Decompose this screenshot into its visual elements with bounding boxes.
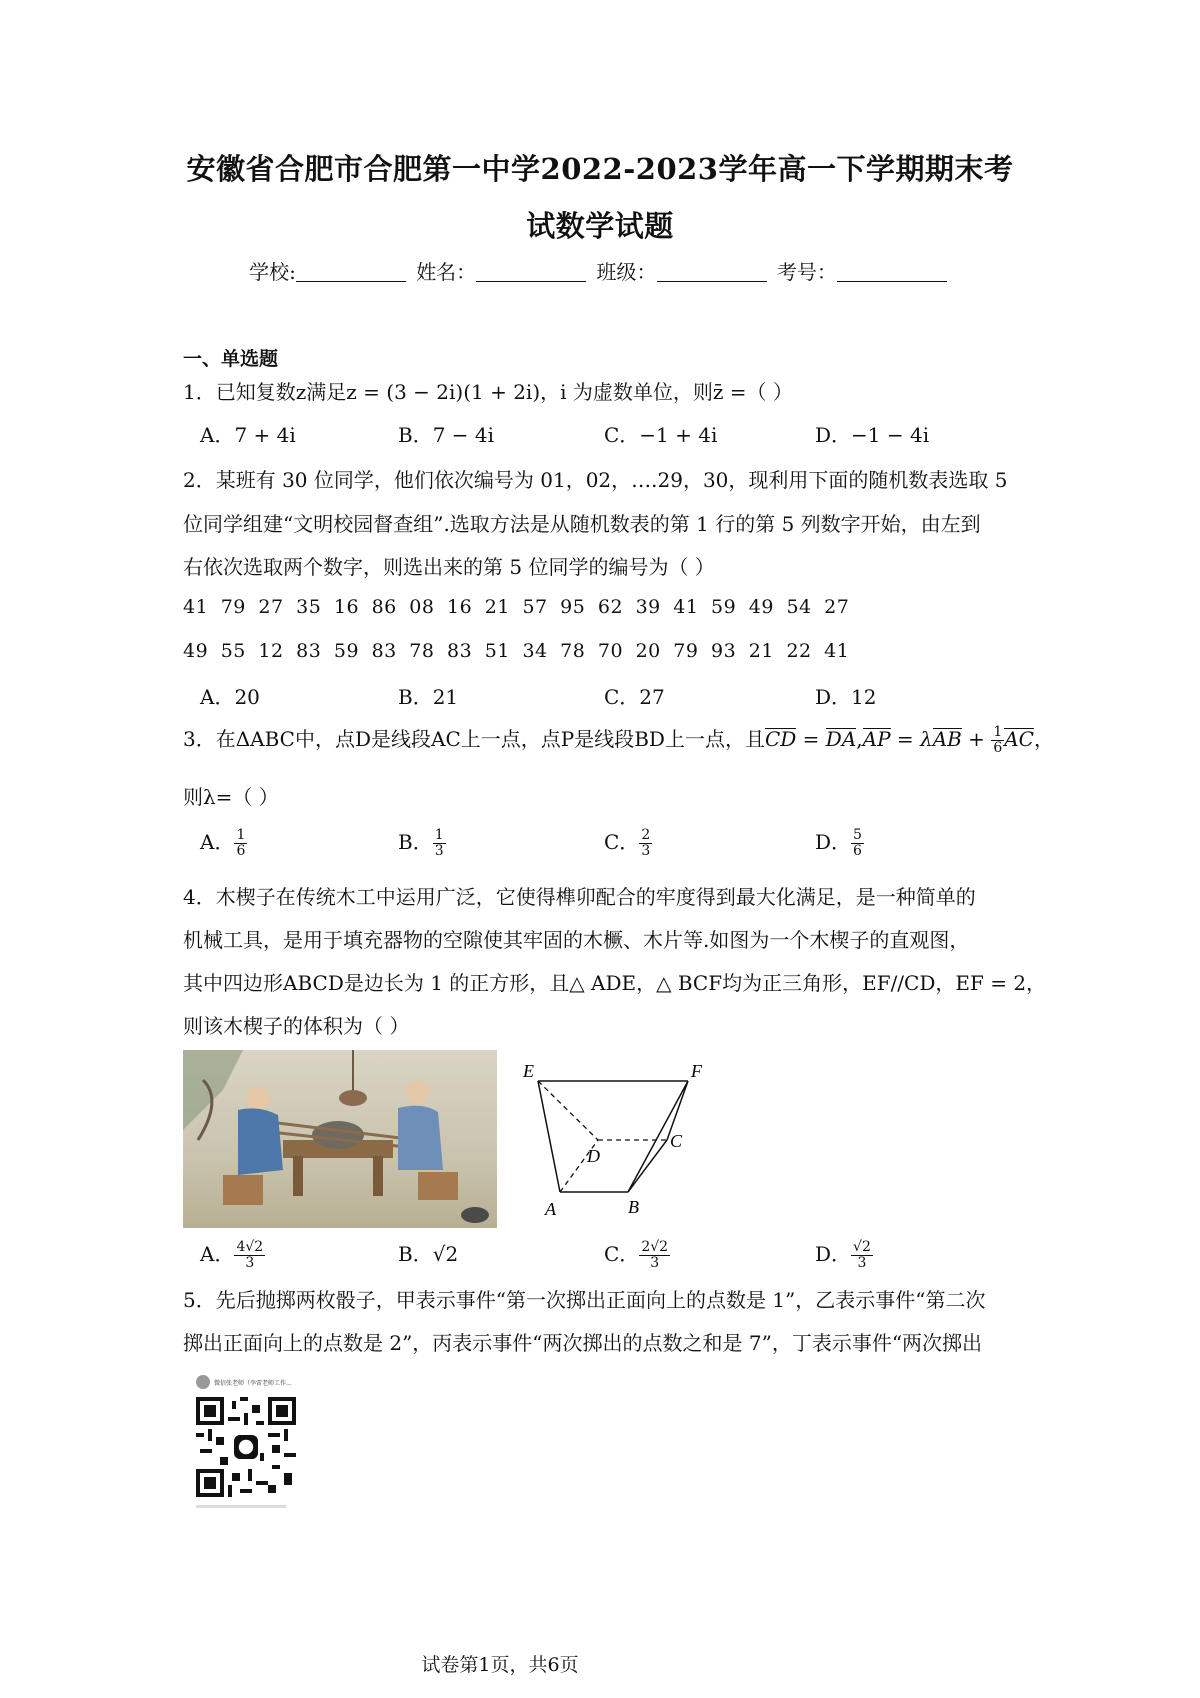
label-e: E (523, 1061, 534, 1081)
q3-fraction (991, 725, 1004, 756)
q4-line2: 机械工具，是用于填充器物的空隙使其牢固的木橛、木片等.如图为一个木楔子的直观图， (183, 928, 970, 952)
q3-option-b: B． $\frac{1}{3}$ (398, 827, 444, 859)
q3-tail: ， (1033, 727, 1054, 751)
q3-option-c: C． $\frac{2}{3}$ (604, 827, 651, 859)
vector-ap: AP (862, 727, 891, 751)
student-info-row (0, 256, 1200, 285)
qr-caption: 微信张老师（李雷老师工作... (214, 1379, 292, 1387)
q2-line1: 2．某班有 30 位同学，他们依次编号为 01，02，….29，30，现利用下面的随机数表选取 5 (183, 468, 1008, 492)
label-c: C (670, 1131, 683, 1151)
q1-option-b: B．7 − 4i (398, 423, 495, 447)
qr-subtext-line (196, 1505, 286, 1508)
q2-option-a: A．20 (200, 685, 260, 709)
q4-option-a: A． $\frac{4√2}{3}$ (200, 1239, 264, 1271)
q3-eq2: = λ (890, 727, 933, 751)
vector-ab: AB (932, 727, 962, 751)
school-blank (296, 263, 406, 282)
q3-option-d: D． $\frac{5}{6}$ (815, 827, 862, 859)
exam-number-blank (837, 263, 947, 282)
q4-line3: 其中四边形ABCD是边长为 1 的正方形，且△ ADE，△ BCF均为正三角形，EF//CD，EF = 2， (183, 971, 1047, 995)
q5-line2: 掷出正面向上的点数是 2”，丙表示事件“两次掷出的点数之和是 7”，丁表示事件“两次掷出 (183, 1331, 983, 1355)
label-a: A (545, 1199, 556, 1219)
q3-comma: , (856, 727, 863, 751)
q1-stem: 1．已知复数z满足z = (3 − 2i)(1 + 2i)，i 为虚数单位，则z̄ =（ ） (183, 380, 793, 404)
q2-line3: 右依次选取两个数字，则选出来的第 5 位同学的编号为（ ） (183, 555, 715, 579)
q3-plus: + (961, 727, 992, 751)
section-title: 一、单选题 (183, 348, 279, 370)
wedge-diagram (515, 1055, 750, 1235)
random-table-row2: 49 55 12 83 59 83 78 83 51 34 78 70 20 79 93 21 22 41 (183, 640, 850, 662)
q4-option-b: B．√2 (398, 1242, 459, 1266)
school-label: 学校: (249, 260, 296, 284)
q2-option-c: C．27 (604, 685, 665, 709)
q3-line2: 则λ=（ ） (183, 785, 279, 809)
q5-line1: 5．先后抛掷两枚骰子，甲表示事件“第一次掷出正面向上的点数是 1”，乙表示事件“第二次 (183, 1288, 986, 1312)
q1-option-a: A．7 + 4i (200, 423, 296, 447)
q1-option-d: D．−1 − 4i (815, 423, 930, 447)
q1-option-c: C．−1 + 4i (604, 423, 718, 447)
class-label: 班级： (596, 260, 657, 284)
q4-line4: 则该木楔子的体积为（ ） (183, 1014, 410, 1038)
class-blank (657, 263, 767, 282)
name-label: 姓名： (416, 260, 477, 284)
random-table-row1: 41 79 27 35 16 86 08 16 21 57 95 62 39 41 59 49 54 27 (183, 596, 850, 618)
q2-option-d: D．12 (815, 685, 877, 709)
page-title-line1: 安徽省合肥市合肥第一中学2022-2023学年高一下学期期末考 (186, 152, 1014, 186)
avatar (196, 1375, 210, 1389)
q2-option-b: B．21 (398, 685, 459, 709)
q3-frac-den: 6 (993, 740, 1003, 756)
label-f: F (691, 1061, 702, 1081)
exam-number-label: 考号： (776, 260, 837, 284)
woodworking-painting (183, 1050, 497, 1228)
q3-frac-num: 1 (993, 724, 1003, 740)
q3-eq: = (796, 727, 826, 751)
qr-code-icon (196, 1397, 296, 1497)
q3-option-a: A． $\frac{1}{6}$ (200, 827, 246, 859)
page-title-line2: 试数学试题 (526, 209, 674, 243)
q4-line1: 4．木楔子在传统木工中运用广泛，它使得榫卯配合的牢度得到最大化满足，是一种简单的 (183, 885, 976, 909)
q3-stem: 3．在ΔABC中，点D是线段AC上一点，点P是线段BD上一点，且 (183, 727, 765, 751)
q4-option-c: C． $\frac{2√2}{3}$ (604, 1239, 669, 1271)
q2-line2: 位同学组建“文明校园督查组”.选取方法是从随机数表的第 1 行的第 5 列数字开始，由左到 (183, 512, 981, 536)
qr-code-block (196, 1375, 306, 1525)
name-blank (476, 263, 586, 282)
label-b: B (628, 1197, 639, 1217)
vector-cd: CD (764, 727, 797, 751)
page-footer: 试卷第1页，共6页 (421, 1654, 579, 1676)
vector-da: DA (825, 727, 857, 751)
q3-line1 (183, 725, 1054, 756)
q4-option-d: D． $\frac{√2}{3}$ (815, 1239, 871, 1271)
vector-ac: AC (1004, 727, 1034, 751)
label-d: D (587, 1146, 600, 1166)
